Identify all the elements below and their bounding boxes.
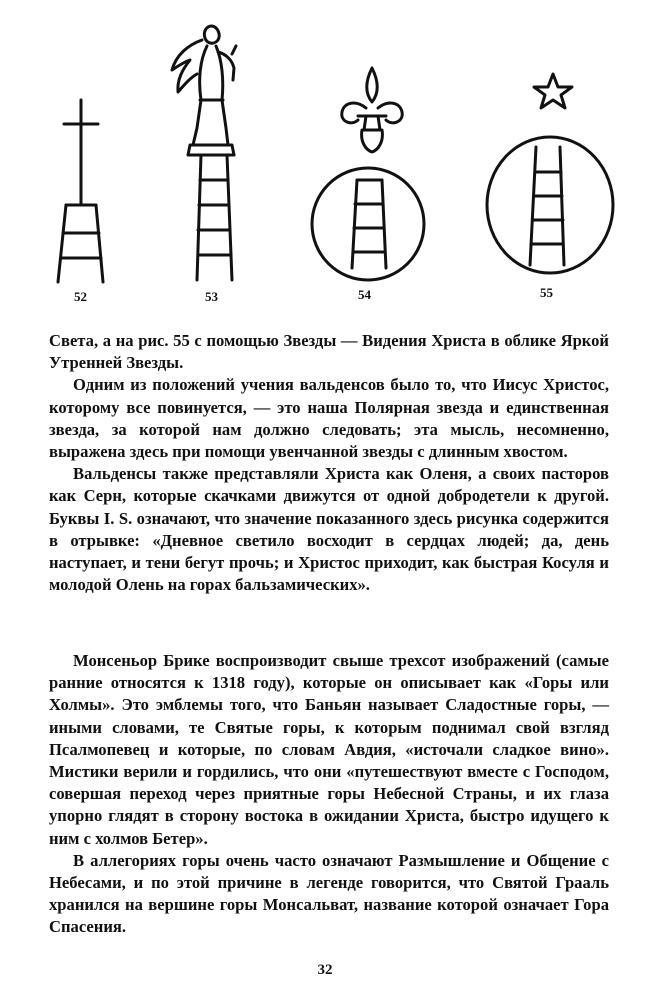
text-block-bottom — [49, 650, 609, 939]
paragraph: Одним из положений учения вальденсов было то, что Иисус Христос, которому все повинуется, — это наша Полярная звезда и единственная звезда, за которой нам должно следовать; эта мысль, несомненно, выражена здесь при помощи увенчанной звезды с длинным хвостом. — [49, 375, 609, 462]
figure-label-52: 52 — [74, 289, 87, 304]
paragraph: Света, а на рис. 55 с помощью Звезды — Видения Христа в облике Яркой Утренней Звезды. — [49, 331, 609, 373]
figure-label-53: 53 — [205, 289, 218, 304]
paragraph: Вальденсы также представляли Христа как Оленя, а своих пасторов как Серн, которые скачками движутся от одной добродетели к другой. Буквы I. S. означают, что значение показанного здесь рисунка содержится в отрывке: «Дневное светило восходит в сердцах людей; да, день наступает, и тени бегут прочь; и Христос приходит, как быстрая Косуля и молодой Олень на горах бальзамических». — [49, 464, 609, 595]
figure-label-55: 55 — [540, 285, 553, 300]
figure-label-54: 54 — [358, 287, 371, 302]
ladder-angel-icon — [172, 26, 236, 280]
star-circle-icon — [487, 74, 613, 273]
figures-drawing — [0, 0, 650, 310]
paragraph: Монсеньор Брике воспроизводит свыше трехсот изображений (самые ранние относятся к 1318 году), которые он описывает как «Горы или Холмы». Это эмблемы того, что Баньян называет Сладостные горы, — иными словами, те Святые горы, к которым поднимал свой взгляд Псалмопевец и которые, по словам Авдия, «источали сладкое вино». Мистики верили и гордились, что они «путешествуют вместе с Господом, совершая переход через приятные горы Небесной Страны, и их глаза упорно глядят в сторону востока в ожидании Христа, быстро идущего к ним с холмов Бетер». — [49, 651, 609, 848]
paragraph: В аллегориях горы очень часто означают Размышление и Общение с Небесами, и по этой причине в легенде говорится, что Святой Грааль хранился на вершине горы Монсальват, название которой означает Гора Спасения. — [49, 850, 609, 937]
watermark-figures — [0, 0, 650, 310]
text-block-top — [49, 330, 609, 596]
ladder-cross-icon — [58, 100, 103, 282]
page-number: 32 — [317, 962, 333, 978]
fleur-de-lis-circle-icon — [312, 68, 424, 280]
